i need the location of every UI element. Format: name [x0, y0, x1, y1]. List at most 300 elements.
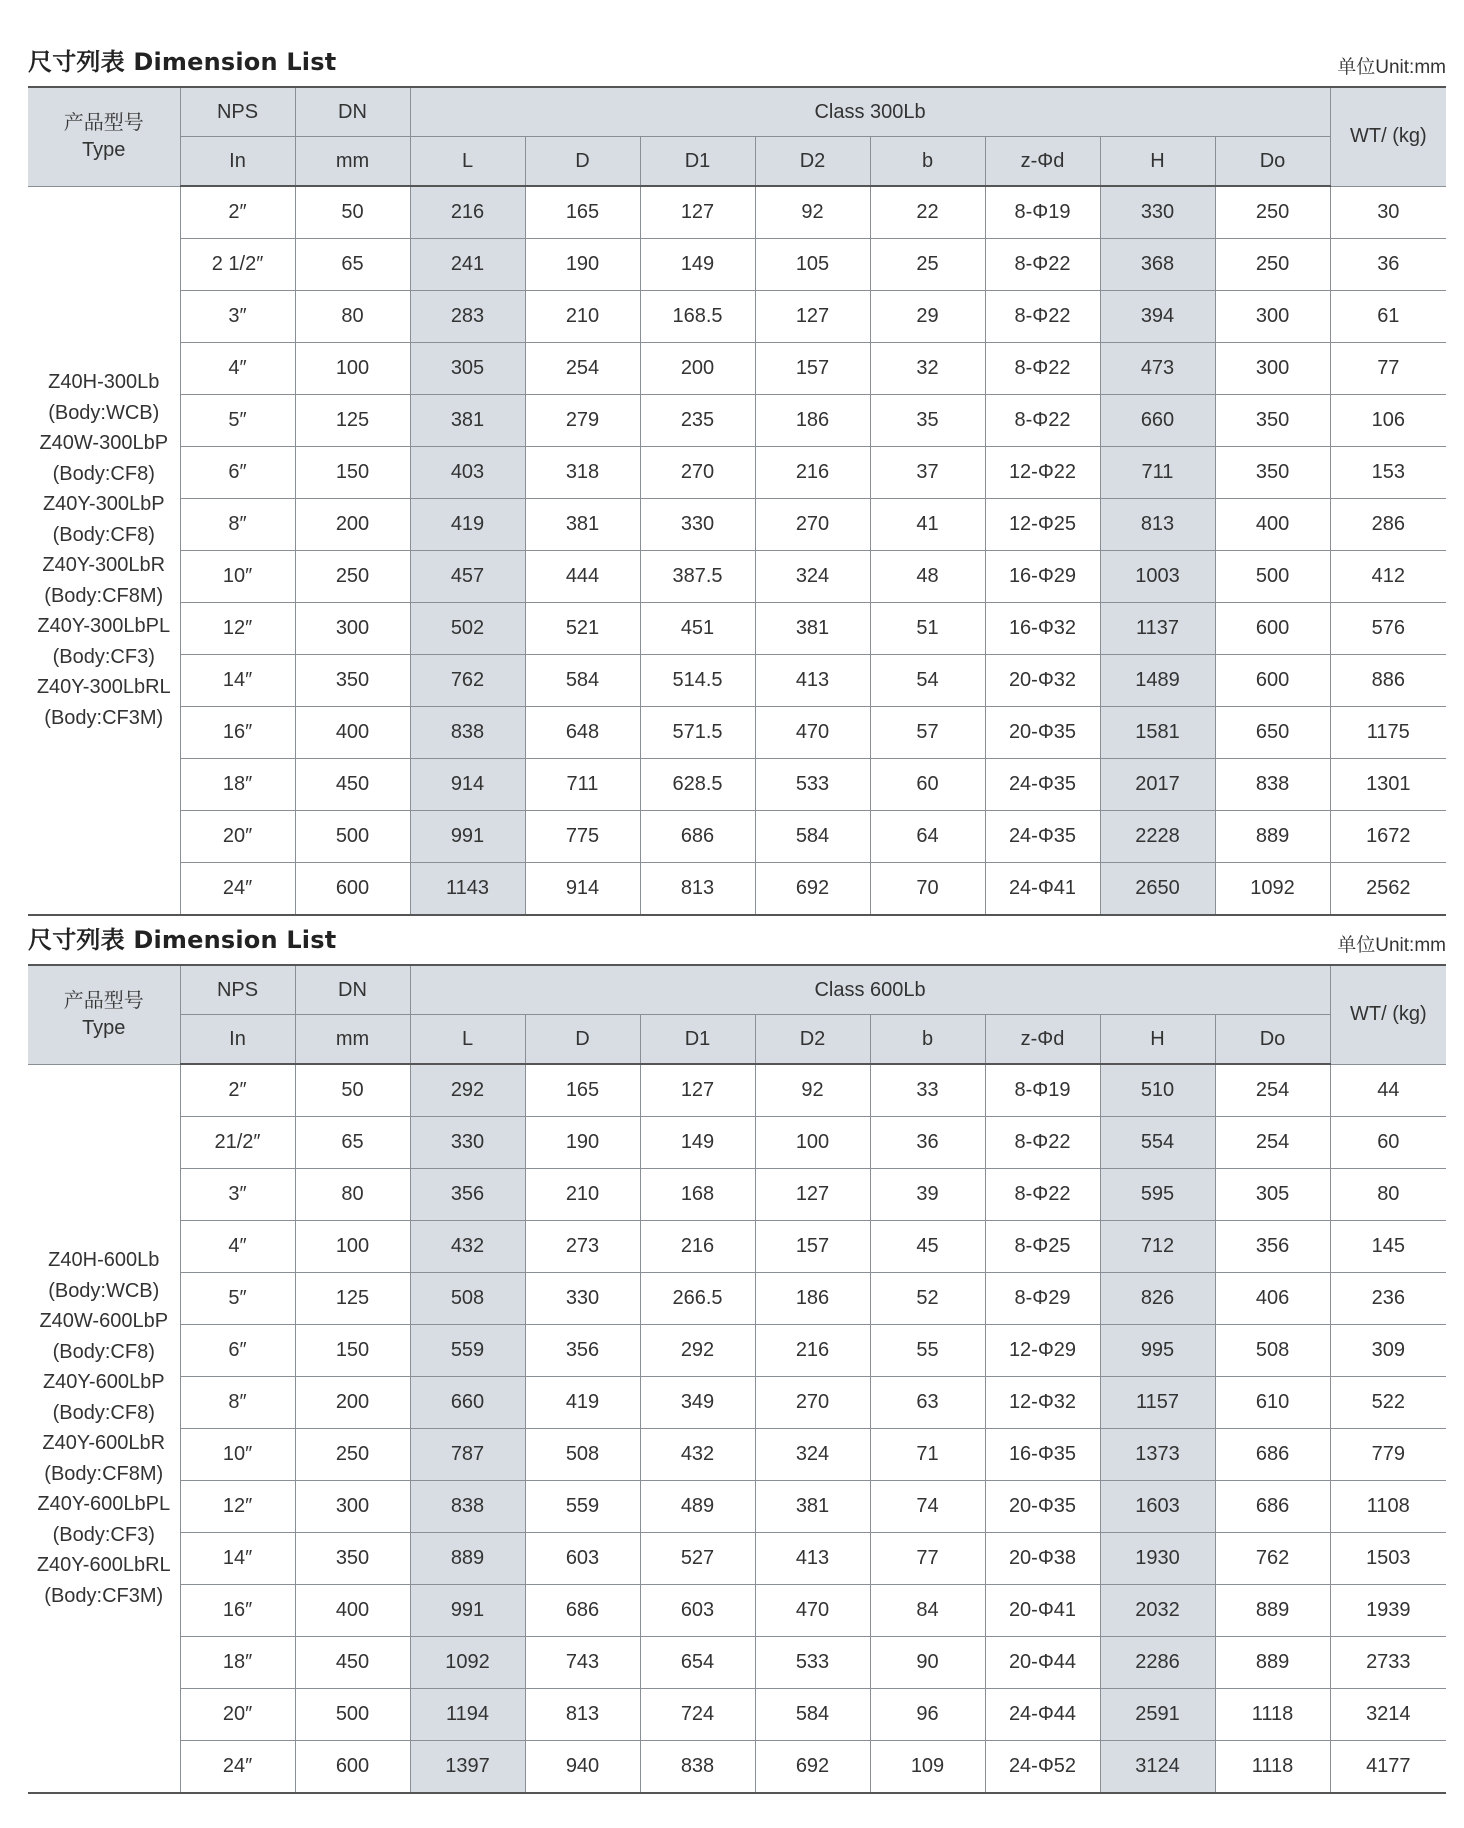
cell-d: 165 — [525, 1064, 640, 1117]
table-row — [28, 603, 1446, 655]
cell-do: 600 — [1215, 655, 1330, 707]
cell-dn: 80 — [295, 1169, 410, 1221]
cell-dn: 600 — [295, 863, 410, 916]
cell-h: 1581 — [1100, 707, 1215, 759]
cell-nps: 21/2″ — [180, 1117, 295, 1169]
cell-l: 381 — [410, 395, 525, 447]
col-header-do: Do — [1215, 1015, 1330, 1065]
cell-l: 305 — [410, 343, 525, 395]
cell-dn: 500 — [295, 1689, 410, 1741]
cell-dn: 400 — [295, 707, 410, 759]
cell-wt: 2733 — [1330, 1637, 1446, 1689]
cell-do: 1092 — [1215, 863, 1330, 916]
cell-d1: 432 — [640, 1429, 755, 1481]
table-row — [28, 707, 1446, 759]
cell-dn: 350 — [295, 1533, 410, 1585]
cell-d1: 235 — [640, 395, 755, 447]
dimension-table-600lb — [28, 964, 1446, 1794]
cell-b: 39 — [870, 1169, 985, 1221]
cell-zd: 20-Φ41 — [985, 1585, 1100, 1637]
table-row — [28, 186, 1446, 239]
cell-nps: 24″ — [180, 863, 295, 916]
cell-d: 165 — [525, 186, 640, 239]
cell-d1: 270 — [640, 447, 755, 499]
cell-dn: 125 — [295, 1273, 410, 1325]
type-line: Z40Y-600LbRL — [36, 1554, 171, 1577]
col-header-l: L — [410, 137, 525, 187]
cell-d1: 571.5 — [640, 707, 755, 759]
dn-header: DN — [295, 965, 410, 1015]
cell-dn: 200 — [295, 499, 410, 551]
cell-zd: 12-Φ25 — [985, 499, 1100, 551]
cell-d2: 127 — [755, 1169, 870, 1221]
cell-l: 292 — [410, 1064, 525, 1117]
col-header-d: D — [525, 137, 640, 187]
cell-d: 940 — [525, 1741, 640, 1794]
cell-nps: 20″ — [180, 1689, 295, 1741]
cell-b: 74 — [870, 1481, 985, 1533]
col-header-h: H — [1100, 1015, 1215, 1065]
cell-zd: 20-Φ38 — [985, 1533, 1100, 1585]
cell-nps: 12″ — [180, 603, 295, 655]
cell-do: 686 — [1215, 1481, 1330, 1533]
cell-h: 2591 — [1100, 1689, 1215, 1741]
cell-h: 1489 — [1100, 655, 1215, 707]
table-row — [28, 1169, 1446, 1221]
cell-zd: 16-Φ32 — [985, 603, 1100, 655]
cell-d: 210 — [525, 291, 640, 343]
cell-l: 1143 — [410, 863, 525, 916]
cell-l: 502 — [410, 603, 525, 655]
cell-wt: 77 — [1330, 343, 1446, 395]
cell-d2: 584 — [755, 1689, 870, 1741]
cell-do: 254 — [1215, 1064, 1330, 1117]
cell-d2: 413 — [755, 655, 870, 707]
cell-dn: 250 — [295, 1429, 410, 1481]
cell-b: 71 — [870, 1429, 985, 1481]
cell-nps: 18″ — [180, 759, 295, 811]
cell-do: 350 — [1215, 395, 1330, 447]
cell-d: 356 — [525, 1325, 640, 1377]
type-line: Z40W-300LbP — [39, 432, 169, 455]
cell-d2: 92 — [755, 186, 870, 239]
cell-zd: 8-Φ22 — [985, 1117, 1100, 1169]
cell-zd: 20-Φ35 — [985, 1481, 1100, 1533]
cell-dn: 450 — [295, 1637, 410, 1689]
table-body — [28, 186, 1446, 915]
cell-zd: 24-Φ35 — [985, 811, 1100, 863]
table-row — [28, 499, 1446, 551]
col-header-l: L — [410, 1015, 525, 1065]
cell-l: 559 — [410, 1325, 525, 1377]
col-header-d2: D2 — [755, 137, 870, 187]
cell-h: 1930 — [1100, 1533, 1215, 1585]
cell-d: 521 — [525, 603, 640, 655]
table-row — [28, 1533, 1446, 1585]
cell-wt: 1175 — [1330, 707, 1446, 759]
mm-header: mm — [295, 137, 410, 187]
cell-do: 610 — [1215, 1377, 1330, 1429]
cell-nps: 2 1/2″ — [180, 239, 295, 291]
type-line: Z40Y-300LbR — [42, 554, 166, 577]
cell-wt: 36 — [1330, 239, 1446, 291]
cell-b: 25 — [870, 239, 985, 291]
cell-wt: 1672 — [1330, 811, 1446, 863]
cell-l: 216 — [410, 186, 525, 239]
cell-do: 254 — [1215, 1117, 1330, 1169]
cell-d1: 168 — [640, 1169, 755, 1221]
cell-dn: 100 — [295, 1221, 410, 1273]
cell-h: 660 — [1100, 395, 1215, 447]
cell-d2: 533 — [755, 1637, 870, 1689]
in-header: In — [180, 137, 295, 187]
cell-b: 90 — [870, 1637, 985, 1689]
cell-nps: 16″ — [180, 1585, 295, 1637]
table-row — [28, 1064, 1446, 1117]
cell-l: 838 — [410, 1481, 525, 1533]
cell-d2: 533 — [755, 759, 870, 811]
type-line: Z40Y-300LbPL — [37, 615, 171, 638]
cell-l: 330 — [410, 1117, 525, 1169]
cell-h: 394 — [1100, 291, 1215, 343]
cell-do: 300 — [1215, 343, 1330, 395]
table-row — [28, 1637, 1446, 1689]
cell-wt: 1108 — [1330, 1481, 1446, 1533]
cell-d1: 149 — [640, 1117, 755, 1169]
cell-d1: 168.5 — [640, 291, 755, 343]
cell-d1: 127 — [640, 186, 755, 239]
cell-b: 54 — [870, 655, 985, 707]
cell-do: 1118 — [1215, 1689, 1330, 1741]
cell-wt: 44 — [1330, 1064, 1446, 1117]
cell-h: 826 — [1100, 1273, 1215, 1325]
cell-wt: 4177 — [1330, 1741, 1446, 1794]
cell-l: 457 — [410, 551, 525, 603]
cell-h: 3124 — [1100, 1741, 1215, 1794]
cell-wt: 61 — [1330, 291, 1446, 343]
cell-wt: 522 — [1330, 1377, 1446, 1429]
cell-d2: 127 — [755, 291, 870, 343]
cell-nps: 2″ — [180, 1064, 295, 1117]
cell-h: 510 — [1100, 1064, 1215, 1117]
cell-d2: 157 — [755, 343, 870, 395]
table-row — [28, 1689, 1446, 1741]
cell-h: 2032 — [1100, 1585, 1215, 1637]
cell-d2: 270 — [755, 499, 870, 551]
cell-zd: 8-Φ22 — [985, 239, 1100, 291]
table-row — [28, 1481, 1446, 1533]
cell-do: 356 — [1215, 1221, 1330, 1273]
cell-do: 305 — [1215, 1169, 1330, 1221]
col-header-zd: z-Φd — [985, 1015, 1100, 1065]
cell-do: 508 — [1215, 1325, 1330, 1377]
cell-d: 254 — [525, 343, 640, 395]
cell-b: 70 — [870, 863, 985, 916]
cell-d2: 270 — [755, 1377, 870, 1429]
type-line: Z40Y-600LbP — [42, 1371, 165, 1394]
cell-dn: 450 — [295, 759, 410, 811]
cell-h: 368 — [1100, 239, 1215, 291]
cell-dn: 65 — [295, 1117, 410, 1169]
cell-d: 381 — [525, 499, 640, 551]
table-row — [28, 863, 1446, 916]
cell-zd: 20-Φ44 — [985, 1637, 1100, 1689]
cell-d: 508 — [525, 1429, 640, 1481]
cell-l: 1092 — [410, 1637, 525, 1689]
cell-d2: 381 — [755, 1481, 870, 1533]
cell-nps: 6″ — [180, 447, 295, 499]
cell-d: 648 — [525, 707, 640, 759]
cell-d2: 105 — [755, 239, 870, 291]
cell-d1: 127 — [640, 1064, 755, 1117]
type-line: Z40W-600LbP — [39, 1310, 169, 1333]
cell-d1: 451 — [640, 603, 755, 655]
cell-l: 1194 — [410, 1689, 525, 1741]
type-header: 产品型号 Type — [28, 965, 180, 1064]
dn-header: DN — [295, 87, 410, 137]
table-row — [28, 343, 1446, 395]
cell-d1: 489 — [640, 1481, 755, 1533]
type-cell — [28, 186, 180, 915]
cell-d: 419 — [525, 1377, 640, 1429]
cell-d1: 724 — [640, 1689, 755, 1741]
table-row — [28, 1325, 1446, 1377]
cell-nps: 24″ — [180, 1741, 295, 1794]
type-line: (Body:WCB) — [48, 401, 160, 424]
cell-do: 650 — [1215, 707, 1330, 759]
cell-zd: 20-Φ35 — [985, 707, 1100, 759]
cell-h: 473 — [1100, 343, 1215, 395]
cell-zd: 12-Φ29 — [985, 1325, 1100, 1377]
cell-d1: 387.5 — [640, 551, 755, 603]
cell-h: 2286 — [1100, 1637, 1215, 1689]
cell-b: 52 — [870, 1273, 985, 1325]
cell-nps: 8″ — [180, 499, 295, 551]
cell-wt: 886 — [1330, 655, 1446, 707]
cell-zd: 16-Φ35 — [985, 1429, 1100, 1481]
cell-b: 45 — [870, 1221, 985, 1273]
type-line: Z40Y-300LbP — [42, 493, 165, 516]
cell-h: 2017 — [1100, 759, 1215, 811]
cell-d: 584 — [525, 655, 640, 707]
table-row — [28, 1273, 1446, 1325]
type-line: (Body:CF8) — [52, 1401, 155, 1424]
cell-d2: 216 — [755, 1325, 870, 1377]
cell-l: 914 — [410, 759, 525, 811]
cell-do: 250 — [1215, 239, 1330, 291]
cell-wt: 106 — [1330, 395, 1446, 447]
cell-l: 241 — [410, 239, 525, 291]
cell-dn: 500 — [295, 811, 410, 863]
cell-d2: 216 — [755, 447, 870, 499]
cell-wt: 1503 — [1330, 1533, 1446, 1585]
cell-b: 77 — [870, 1533, 985, 1585]
cell-do: 1118 — [1215, 1741, 1330, 1794]
section-title: 尺寸列表 Dimension List — [28, 926, 337, 954]
type-line: Z40Y-300LbRL — [36, 676, 171, 699]
cell-h: 711 — [1100, 447, 1215, 499]
cell-h: 1373 — [1100, 1429, 1215, 1481]
cell-d2: 692 — [755, 1741, 870, 1794]
cell-d1: 686 — [640, 811, 755, 863]
cell-l: 403 — [410, 447, 525, 499]
cell-zd: 8-Φ19 — [985, 186, 1100, 239]
cell-dn: 350 — [295, 655, 410, 707]
cell-zd: 24-Φ41 — [985, 863, 1100, 916]
table-row — [28, 655, 1446, 707]
cell-wt: 145 — [1330, 1221, 1446, 1273]
cell-d: 444 — [525, 551, 640, 603]
col-header-d2: D2 — [755, 1015, 870, 1065]
col-header-d1: D1 — [640, 1015, 755, 1065]
cell-b: 29 — [870, 291, 985, 343]
type-header: 产品型号 Type — [28, 87, 180, 186]
cell-b: 22 — [870, 186, 985, 239]
class-header: Class 300Lb — [410, 87, 1330, 137]
cell-b: 51 — [870, 603, 985, 655]
cell-zd: 8-Φ25 — [985, 1221, 1100, 1273]
col-header-b: b — [870, 1015, 985, 1065]
cell-do: 889 — [1215, 1637, 1330, 1689]
table-row — [28, 291, 1446, 343]
cell-do: 889 — [1215, 811, 1330, 863]
cell-dn: 150 — [295, 1325, 410, 1377]
cell-d1: 628.5 — [640, 759, 755, 811]
cell-zd: 8-Φ19 — [985, 1064, 1100, 1117]
cell-d1: 216 — [640, 1221, 755, 1273]
cell-l: 1397 — [410, 1741, 525, 1794]
table-row — [28, 1221, 1446, 1273]
type-line: (Body:CF8M) — [44, 1462, 164, 1485]
cell-b: 109 — [870, 1741, 985, 1794]
type-cell — [28, 1064, 180, 1793]
cell-h: 2228 — [1100, 811, 1215, 863]
cell-d: 775 — [525, 811, 640, 863]
cell-zd: 20-Φ32 — [985, 655, 1100, 707]
cell-h: 2650 — [1100, 863, 1215, 916]
type-line: (Body:CF8M) — [44, 584, 164, 607]
cell-b: 32 — [870, 343, 985, 395]
cell-l: 660 — [410, 1377, 525, 1429]
cell-b: 96 — [870, 1689, 985, 1741]
cell-d: 743 — [525, 1637, 640, 1689]
cell-d1: 149 — [640, 239, 755, 291]
nps-header: NPS — [180, 965, 295, 1015]
cell-b: 60 — [870, 759, 985, 811]
cell-d1: 330 — [640, 499, 755, 551]
cell-b: 63 — [870, 1377, 985, 1429]
cell-h: 1003 — [1100, 551, 1215, 603]
cell-nps: 4″ — [180, 343, 295, 395]
cell-dn: 250 — [295, 551, 410, 603]
cell-zd: 12-Φ22 — [985, 447, 1100, 499]
cell-h: 1137 — [1100, 603, 1215, 655]
cell-d: 279 — [525, 395, 640, 447]
cell-d1: 603 — [640, 1585, 755, 1637]
cell-h: 813 — [1100, 499, 1215, 551]
cell-d2: 92 — [755, 1064, 870, 1117]
cell-do: 500 — [1215, 551, 1330, 603]
cell-b: 48 — [870, 551, 985, 603]
type-line: (Body:CF8) — [52, 523, 155, 546]
cell-d: 711 — [525, 759, 640, 811]
type-line: (Body:CF3) — [52, 645, 155, 668]
cell-d2: 584 — [755, 811, 870, 863]
cell-h: 995 — [1100, 1325, 1215, 1377]
cell-wt: 236 — [1330, 1273, 1446, 1325]
cell-zd: 24-Φ35 — [985, 759, 1100, 811]
type-line: Z40Y-600LbR — [42, 1432, 166, 1455]
wt-header: WT/ (kg) — [1330, 965, 1446, 1064]
col-header-do: Do — [1215, 137, 1330, 187]
cell-do: 250 — [1215, 186, 1330, 239]
cell-l: 787 — [410, 1429, 525, 1481]
cell-h: 595 — [1100, 1169, 1215, 1221]
cell-d2: 186 — [755, 395, 870, 447]
cell-wt: 2562 — [1330, 863, 1446, 916]
cell-do: 600 — [1215, 603, 1330, 655]
cell-d: 318 — [525, 447, 640, 499]
nps-header: NPS — [180, 87, 295, 137]
cell-h: 330 — [1100, 186, 1215, 239]
cell-dn: 50 — [295, 1064, 410, 1117]
table-row — [28, 551, 1446, 603]
table-row — [28, 1741, 1446, 1794]
cell-dn: 150 — [295, 447, 410, 499]
cell-wt: 309 — [1330, 1325, 1446, 1377]
cell-d1: 838 — [640, 1741, 755, 1794]
cell-d2: 381 — [755, 603, 870, 655]
cell-zd: 16-Φ29 — [985, 551, 1100, 603]
table-row — [28, 759, 1446, 811]
cell-d: 190 — [525, 1117, 640, 1169]
cell-b: 37 — [870, 447, 985, 499]
cell-b: 55 — [870, 1325, 985, 1377]
cell-wt: 60 — [1330, 1117, 1446, 1169]
wt-header: WT/ (kg) — [1330, 87, 1446, 186]
cell-d1: 292 — [640, 1325, 755, 1377]
type-line: (Body:CF3M) — [44, 706, 164, 729]
unit-label: 单位Unit:mm — [1337, 935, 1446, 956]
cell-wt: 30 — [1330, 186, 1446, 239]
mm-header: mm — [295, 1015, 410, 1065]
cell-nps: 3″ — [180, 1169, 295, 1221]
cell-nps: 8″ — [180, 1377, 295, 1429]
cell-d: 813 — [525, 1689, 640, 1741]
cell-l: 508 — [410, 1273, 525, 1325]
table-row — [28, 1377, 1446, 1429]
cell-zd: 8-Φ22 — [985, 291, 1100, 343]
cell-do: 406 — [1215, 1273, 1330, 1325]
cell-dn: 600 — [295, 1741, 410, 1794]
cell-wt: 153 — [1330, 447, 1446, 499]
cell-do: 350 — [1215, 447, 1330, 499]
cell-d: 559 — [525, 1481, 640, 1533]
cell-d: 914 — [525, 863, 640, 916]
cell-l: 991 — [410, 1585, 525, 1637]
cell-dn: 100 — [295, 343, 410, 395]
cell-d1: 349 — [640, 1377, 755, 1429]
cell-d2: 470 — [755, 707, 870, 759]
cell-wt: 286 — [1330, 499, 1446, 551]
cell-wt: 412 — [1330, 551, 1446, 603]
cell-do: 400 — [1215, 499, 1330, 551]
cell-h: 712 — [1100, 1221, 1215, 1273]
cell-nps: 10″ — [180, 551, 295, 603]
cell-d: 330 — [525, 1273, 640, 1325]
in-header: In — [180, 1015, 295, 1065]
section-title: 尺寸列表 Dimension List — [28, 48, 337, 76]
